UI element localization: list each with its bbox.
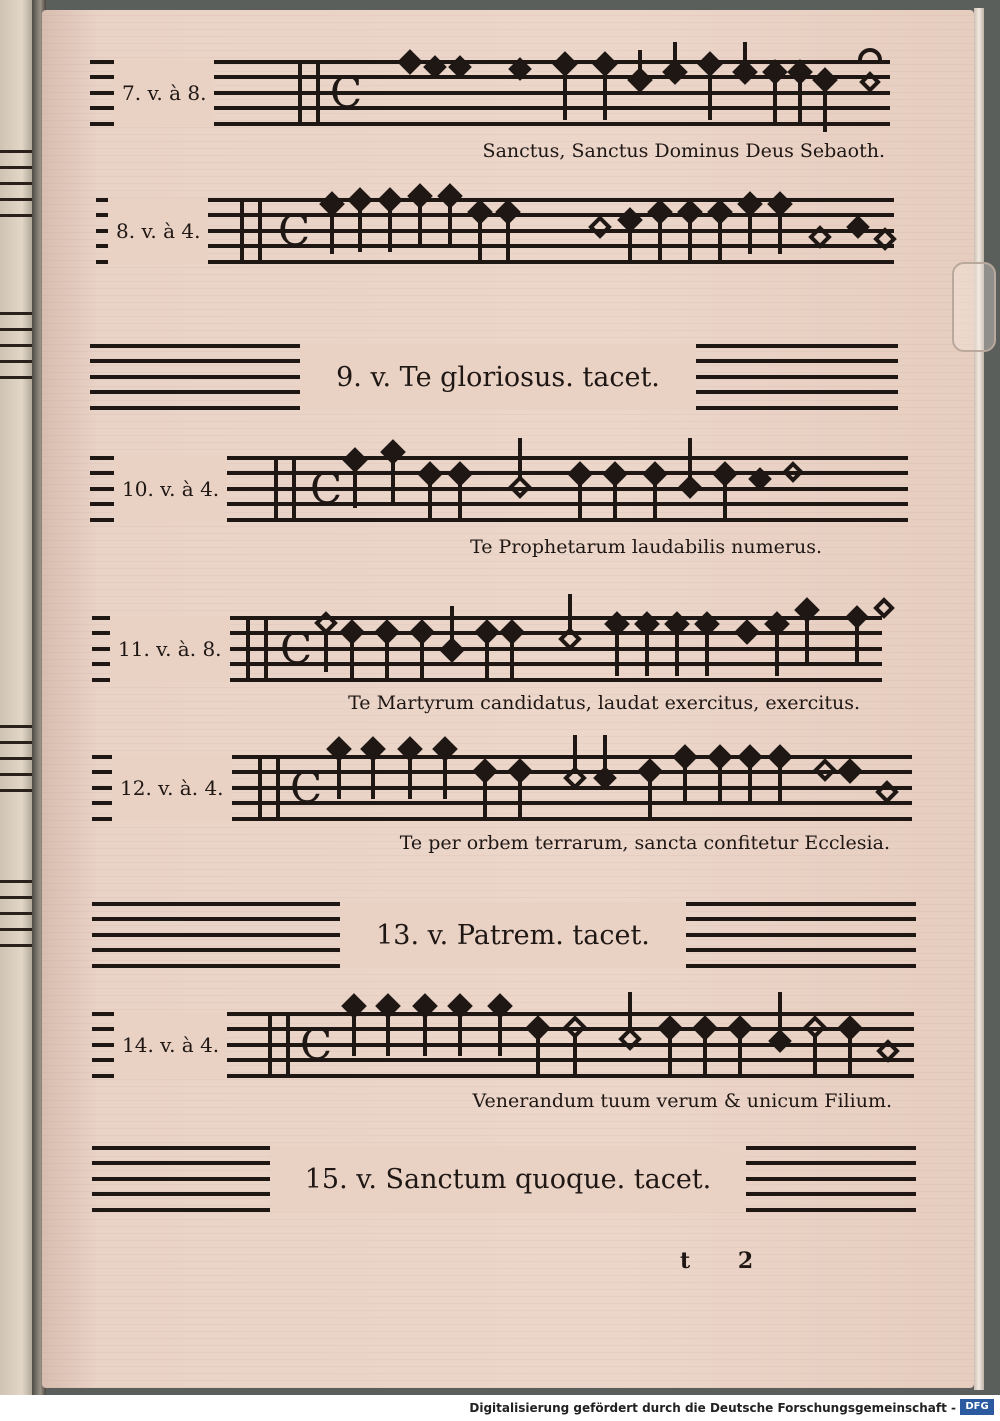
- music-notes: [340, 990, 900, 1080]
- time-signature-c-icon: C: [290, 763, 323, 812]
- time-signature-c-icon: C: [280, 624, 313, 673]
- time-signature-c-icon: C: [278, 206, 311, 255]
- lyrics-verse-10: Te Prophetarum laudabilis numerus.: [470, 536, 822, 558]
- time-signature-c-icon: C: [300, 1020, 333, 1069]
- music-notes: [320, 180, 895, 270]
- lyrics-verse-11: Te Martyrum candidatus, laudat exercitus, exercitus.: [348, 692, 860, 714]
- lyrics-verse-14: Venerandum tuum verum & unicum Filium.: [472, 1090, 892, 1112]
- paper-tab: [952, 262, 996, 352]
- staff-brace: [298, 60, 320, 126]
- music-notes: [312, 592, 890, 682]
- verse-label: 12. v. à. 4.: [112, 755, 232, 821]
- verse-label: 7. v. à 8.: [114, 60, 214, 126]
- verse-label: 10. v. à 4.: [114, 456, 227, 522]
- lyrics-verse-12: Te per orbem terrarum, sancta confitetur Ecclesia.: [399, 832, 890, 854]
- dfg-logo: DFG: [960, 1399, 994, 1415]
- verse-label: 8. v. à 4.: [108, 198, 208, 264]
- staff-brace: [274, 456, 296, 522]
- music-notes: [370, 40, 890, 140]
- page-number: t 2: [680, 1248, 774, 1274]
- tacet-label: 15. v. Sanctum quoque. tacet.: [270, 1146, 746, 1212]
- staff-brace: [246, 616, 268, 682]
- staff-brace: [268, 1012, 290, 1078]
- time-signature-c-icon: C: [330, 68, 363, 117]
- staff-brace: [240, 198, 262, 264]
- tacet-label: 13. v. Patrem. tacet.: [340, 902, 686, 968]
- lyrics-verse-7: Sanctus, Sanctus Dominus Deus Sebaoth.: [482, 140, 885, 162]
- music-notes: [345, 436, 795, 526]
- footer-bar: [0, 1395, 1000, 1421]
- staff-brace: [258, 755, 280, 821]
- time-signature-c-icon: C: [310, 464, 343, 513]
- tacet-label: 9. v. Te gloriosus. tacet.: [300, 344, 696, 410]
- verse-label: 11. v. à. 8.: [110, 616, 230, 682]
- verse-label: 14. v. à 4.: [114, 1012, 227, 1078]
- footer-text: Digitalisierung gefördert durch die Deutsche Forschungsgemeinschaft -: [469, 1401, 956, 1415]
- page-edge: [974, 8, 984, 1390]
- music-notes: [325, 733, 895, 823]
